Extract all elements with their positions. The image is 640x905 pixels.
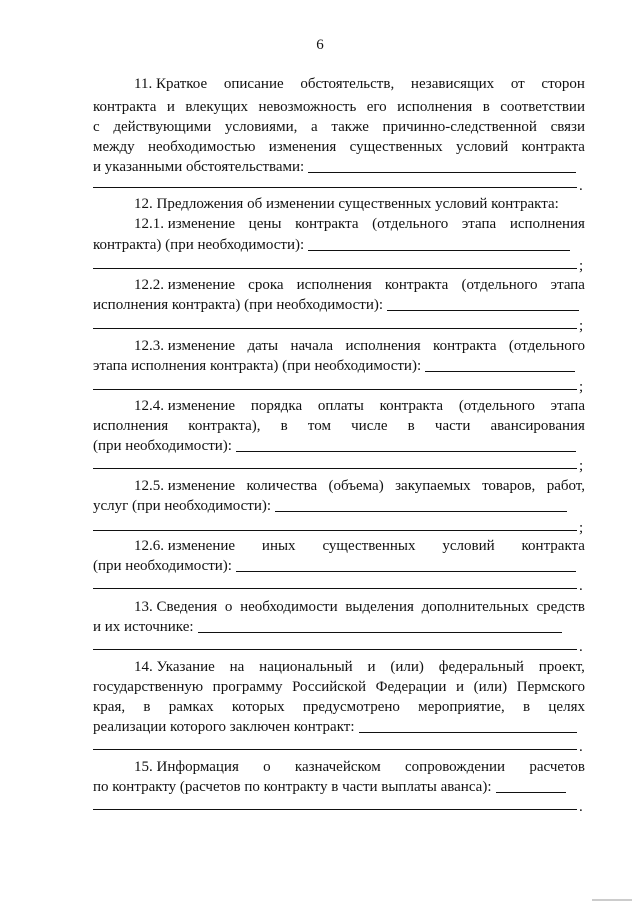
word: проект, [538, 659, 585, 675]
word: влекущих [185, 99, 249, 115]
s12-1-line-1 [134, 214, 585, 234]
s12-3-label: этапа исполнения контракта) (при необходимости): [93, 358, 422, 374]
s12-4-label: (при необходимости): [93, 438, 232, 454]
word: 12.2. изменение [134, 277, 236, 293]
word: авансирования [490, 418, 585, 434]
word: государственную [93, 679, 204, 695]
s12-4-end-mark: ; [579, 458, 584, 474]
s12-6-answer-line[interactable] [93, 588, 577, 589]
s12-5-line-1 [134, 476, 585, 496]
word: выделения [345, 599, 414, 615]
word: контракта [93, 99, 157, 115]
s12-5-answer-field[interactable] [275, 497, 567, 512]
word: (объема) [328, 478, 384, 494]
page-number: 6 [316, 37, 324, 53]
word: исполнения [397, 99, 473, 115]
word: целях [548, 699, 585, 715]
word: невозможность [258, 99, 357, 115]
word: сторон [541, 76, 585, 92]
word: Российской [292, 679, 367, 695]
s12-1-line-2 [93, 235, 585, 255]
s12-6-line-1 [134, 536, 585, 556]
s14-answer-field[interactable] [359, 718, 577, 733]
s12-5-line-2 [93, 496, 585, 516]
word: 12.5. изменение [134, 478, 236, 494]
word: условий [455, 139, 509, 155]
word: 14. Указание [134, 659, 215, 675]
word: в [482, 99, 490, 115]
s14-answer-line[interactable] [93, 749, 577, 750]
s13-label: и их источнике: [93, 619, 194, 635]
s14-label: реализации которого заключен контракт: [93, 719, 355, 735]
word: работ, [546, 478, 585, 494]
word: (или) [473, 679, 508, 695]
s14-end-mark: . [579, 739, 583, 755]
word: края, [93, 699, 126, 715]
word: предусмотрено [302, 699, 400, 715]
s12-2-label: исполнения контракта) (при необходимости): [93, 297, 384, 313]
word: федеральный [438, 659, 524, 675]
word: контракта [379, 398, 444, 414]
s12-1-answer-field[interactable] [308, 236, 570, 251]
word: его [366, 99, 387, 115]
word: (отдельного [508, 338, 585, 354]
word: действующими [113, 119, 212, 135]
s15-line-1 [134, 757, 585, 777]
s12-1-end-mark: ; [579, 258, 584, 274]
word: и [367, 659, 376, 675]
word: описание [223, 76, 284, 92]
word: казначейском [294, 759, 381, 775]
s12-2-line-1 [134, 275, 585, 295]
s11-line-4 [93, 137, 585, 157]
word: контракта), [188, 418, 261, 434]
word: существенных [349, 139, 443, 155]
s13-line-2 [93, 617, 585, 637]
word: (или) [390, 659, 424, 675]
word: (отдельного [372, 216, 449, 232]
word: средств [536, 599, 585, 615]
s12-4-line-1 [134, 396, 585, 416]
s12-6-answer-field[interactable] [236, 557, 576, 572]
word: соответствии [500, 99, 585, 115]
word: товаров, [482, 478, 536, 494]
s15-end-mark: . [579, 799, 583, 815]
word: рамках [168, 699, 214, 715]
word: количества [246, 478, 318, 494]
word: цены [248, 216, 282, 232]
s12-2-answer-line[interactable] [93, 328, 577, 329]
s14-line-4 [93, 717, 585, 737]
s11-answer-field[interactable] [308, 158, 576, 173]
word: (отдельного [458, 398, 535, 414]
s15-answer-line[interactable] [93, 809, 577, 810]
s12-3-line-2 [93, 356, 585, 376]
s11-line-3 [93, 117, 585, 137]
word: исполнения [509, 216, 585, 232]
word: которых [231, 699, 285, 715]
word: между [93, 139, 135, 155]
word: в [523, 699, 531, 715]
s11-answer-line[interactable] [93, 187, 577, 188]
word: этапа [550, 277, 585, 293]
s15-answer-field[interactable] [496, 778, 566, 793]
s12-1-answer-line[interactable] [93, 268, 577, 269]
s11-line-1 [134, 74, 585, 94]
word: срока [248, 277, 284, 293]
s12-3-end-mark: ; [579, 379, 584, 395]
word: исполнения [93, 418, 169, 434]
word: причинно-следственной [382, 119, 537, 135]
s12-1-label: контракта) (при необходимости): [93, 237, 305, 253]
word: числе [351, 418, 388, 434]
s11-line-5 [93, 157, 585, 177]
word: Федерации [375, 679, 447, 695]
word: расчетов [529, 759, 585, 775]
word: том [307, 418, 331, 434]
word: 15. Информация [134, 759, 239, 775]
word: сопровождении [405, 759, 506, 775]
word: и [456, 679, 465, 695]
word: обстоятельств, [300, 76, 395, 92]
s12-3-answer-line[interactable] [93, 389, 577, 390]
word: с [93, 119, 100, 135]
s12-5-answer-line[interactable] [93, 530, 577, 531]
s11-line-2 [93, 97, 585, 117]
word: 11. Краткое [134, 76, 208, 92]
word: а [311, 119, 318, 135]
word: национальный [259, 659, 353, 675]
s12-5-end-mark: ; [579, 520, 584, 536]
word: 12.1. изменение [134, 216, 236, 232]
word: оплаты [317, 398, 364, 414]
word: исполнения [345, 338, 421, 354]
s12-4-line-2 [93, 416, 585, 436]
word: этапа [461, 216, 497, 232]
s14-line-2 [93, 677, 585, 697]
s12-6-label: (при необходимости): [93, 558, 232, 574]
word: порядка [250, 398, 303, 414]
word: мероприятие, [418, 699, 505, 715]
word: закупаемых [395, 478, 471, 494]
word: в [407, 418, 415, 434]
word: контракта [433, 338, 497, 354]
word: начала [290, 338, 334, 354]
word: Пермского [516, 679, 585, 695]
word: контракта [384, 277, 449, 293]
s12-3-answer-field[interactable] [425, 357, 575, 372]
word: и [166, 99, 175, 115]
s12-6-end-mark: . [579, 578, 583, 594]
word: контракта [521, 139, 585, 155]
s12-2-answer-field[interactable] [387, 296, 579, 311]
word: существенных [322, 538, 416, 554]
s14-line-1 [134, 657, 585, 677]
word: (отдельного [461, 277, 538, 293]
s12-4-answer-line[interactable] [93, 468, 577, 469]
word: 12.4. изменение [134, 398, 236, 414]
word: 12.6. изменение [134, 538, 236, 554]
word: условий [442, 538, 495, 554]
word: необходимости [240, 599, 338, 615]
word: контракта [521, 538, 585, 554]
s12-2-line-2 [93, 295, 585, 315]
s12-2-end-mark: ; [579, 318, 584, 334]
word: даты [247, 338, 279, 354]
s15-label: по контракту (расчетов по контракту в части выплаты аванса): [93, 779, 492, 795]
word: программу [212, 679, 283, 695]
scan-edge-mark [592, 899, 632, 901]
s13-line-1 [134, 597, 585, 617]
word: необходимостью [147, 139, 256, 155]
word: от [510, 76, 525, 92]
s12-6-line-2 [93, 556, 585, 576]
word: 13. Сведения [134, 599, 218, 615]
s12-5-label: услуг (при необходимости): [93, 498, 272, 514]
s12-3-line-1 [134, 336, 585, 356]
word: на [229, 659, 245, 675]
word: о [263, 759, 271, 775]
word: связи [550, 119, 585, 135]
s13-answer-line[interactable] [93, 649, 577, 650]
s14-line-3 [93, 697, 585, 717]
s12-title: 12. Предложения об изменении существенных условий контракта: [134, 196, 559, 212]
word: также [331, 119, 369, 135]
s13-end-mark: . [579, 639, 583, 655]
word: иных [261, 538, 296, 554]
word: контракта [295, 216, 359, 232]
s15-line-2 [93, 777, 585, 797]
word: изменения [268, 139, 337, 155]
s11-label: и указанными обстоятельствами: [93, 159, 305, 175]
word: 12.3. изменение [134, 338, 236, 354]
s12-4-answer-field[interactable] [236, 437, 576, 452]
word: независящих [410, 76, 495, 92]
s11-end-mark: . [579, 178, 583, 194]
word: о [224, 599, 233, 615]
s13-answer-field[interactable] [198, 618, 562, 633]
word: в [280, 418, 288, 434]
word: в [143, 699, 151, 715]
word: условиями, [224, 119, 298, 135]
word: этапа [550, 398, 585, 414]
word: части [434, 418, 471, 434]
s12-4-line-3 [93, 436, 585, 456]
word: исполнения [296, 277, 372, 293]
word: дополнительных [421, 599, 529, 615]
